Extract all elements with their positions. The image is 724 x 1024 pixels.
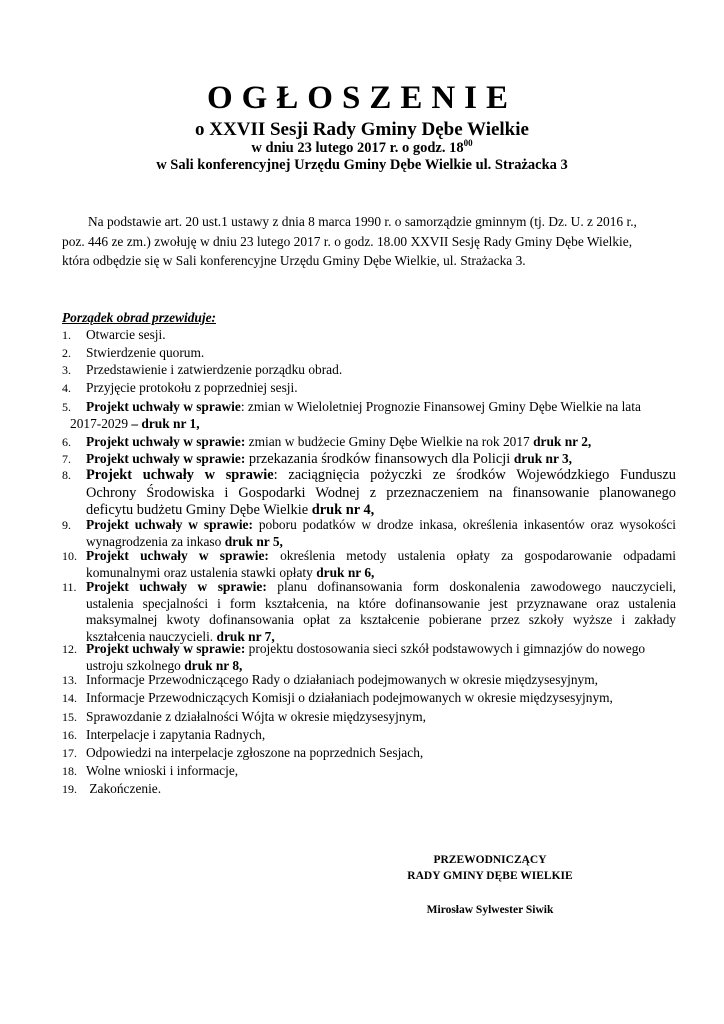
agenda-heading: Porządek obrad przewiduje: [62,310,216,325]
resolution-subject-cont: Ochrony Środowiska i Gospodarki Wodnej z przeznaczeniem na finansowanie planowanego [86,484,676,501]
agenda-item-text: Wolne wnioski i informacje, [86,763,239,778]
signature-name: Mirosław Sylwester Siwik [426,904,554,916]
agenda-item-number: 19. [62,782,77,796]
session-date-minutes: 00 [463,138,473,148]
print-number: druk nr 4, [311,502,375,518]
agenda-item-text [86,548,676,581]
agenda-item-text: Sprawozdanie z działalności Wójta w okresie międzysesyjnym, [86,709,426,724]
agenda-item-number: 4. [62,381,71,395]
agenda-item-text [86,451,676,468]
resolution-label: Projekt uchwały w sprawie: [86,641,246,656]
agenda-item-text [86,579,676,645]
signature-role-line-1: PRZEWODNICZĄCY [433,854,547,866]
resolution-subject: poboru podatków w drodze inkasa, określenia inkasentów oraz wysokości [252,517,676,532]
agenda-item-text: Informacje Przewodniczącego Rady o działaniach podejmowanych w okresie międzysesyjnym, [86,672,599,687]
agenda-item-number: 2. [62,346,71,360]
resolution-subject: projektu dostosowania sieci szkół podstawowych i gimnazjów do nowego [245,641,646,656]
resolution-subject: planu dofinansowania form doskonalenia zawodowego nauczycieli, [266,579,677,594]
intro-paragraph [62,212,672,271]
agenda-item-number: 13. [62,673,77,687]
agenda-item-text [86,434,676,451]
agenda-item-text: Interpelacje i zapytania Radnych, [86,727,266,742]
session-date-text: w dniu 23 lutego 2017 r. o godz. 18 [251,140,464,156]
agenda-item-number: 1. [62,328,71,342]
print-number: druk nr 7, [216,628,275,644]
resolution-label: Projekt uchwały w sprawie: [86,548,269,563]
agenda-item-number: 14. [62,691,77,705]
agenda-item-number: 10. [62,549,77,563]
print-number: – druk nr 1, [131,415,200,431]
session-venue: w Sali konferencyjnej Urzędu Gminy Dębe Wielkie ul. Strażacka 3 [156,157,568,173]
resolution-subject: określenia metody ustalenia opłaty za gospodarowanie odpadami [268,548,676,563]
resolution-subject: przekazania środków finansowych dla Policji [245,451,514,467]
agenda-item-text: Przyjęcie protokołu z poprzedniej sesji. [86,380,298,395]
agenda-item-number: 3. [62,363,71,377]
resolution-subject: : zmian w Wieloletniej Prognozie Finansowej Gminy Dębe Wielkie na lata [240,399,641,414]
agenda-item-text: Stwierdzenie quorum. [86,345,205,360]
agenda-item-number: 12. [62,642,77,656]
print-number: druk nr 6, [316,564,375,580]
print-number: druk nr 8, [184,657,243,673]
print-number: druk nr 2, [533,434,592,449]
agenda-item-number: 17. [62,746,77,760]
intro-line-3: która odbędzie się w Sali konferencyjne Urzędu Gminy Dębe Wielkie, ul. Strażacka 3. [62,253,526,268]
agenda-item-text [70,399,676,432]
agenda-item-number: 18. [62,764,77,778]
agenda-item-number: 7. [62,452,71,466]
resolution-subject: zmian w budżecie Gminy Dębe Wielkie na rok 2017 [245,434,534,449]
agenda-item-number: 9. [62,518,71,532]
resolution-subject-cont: ustalenia specjalności i form kształcenia, na które dofinansowanie jest przyznawane oraz ustalenia [86,595,676,611]
session-subtitle: o XXVII Sesji Rady Gminy Dębe Wielkie [195,119,529,140]
agenda-item-text [86,641,676,674]
agenda-item-text: Odpowiedzi na interpelacje zgłoszone na poprzednich Sesjach, [86,745,424,760]
agenda-item-text: Informacje Przewodniczących Komisji o działaniach podejmowanych w okresie międzysesyjnym, [86,690,613,705]
agenda-item-text: Przedstawienie i zatwierdzenie porządku obrad. [86,362,343,377]
resolution-subject-cont: deficytu budżetu Gminy Dębe Wielkie [86,502,312,518]
agenda-item-number: 16. [62,728,77,742]
resolution-label: Projekt uchwały w sprawie: [86,434,246,449]
resolution-label: Projekt uchwały w sprawie [86,399,241,414]
intro-line-1: Na podstawie art. 20 ust.1 ustawy z dnia 8 marca 1990 r. o samorządzie gminnym (tj. Dz. U. z 2016 r., [88,214,637,229]
resolution-label: Projekt uchwały w sprawie: [86,579,267,594]
agenda-item-number: 8. [62,468,71,482]
resolution-label: Projekt uchwały w sprawie: [86,517,253,532]
resolution-subject-cont: maksymalnej kwoty dofinansowania opłat za kształcenie pobierane przez szkoły wyższe i zakłady [86,612,676,627]
agenda-item-text [86,517,676,550]
agenda-item-text: Zakończenie. [86,781,162,796]
document-title: OGŁOSZENIE [206,80,518,116]
resolution-subject-cont: komunalnymi oraz ustalenia stawki opłaty [86,564,317,580]
signature-role-line-2: RADY GMINY DĘBE WIELKIE [407,870,573,882]
agenda-item-number: 11. [62,580,77,594]
agenda-item-number: 5. [62,400,71,414]
resolution-subject-cont: 2017-2029 [70,415,132,431]
intro-line-2: poz. 446 ze zm.) zwołuję w dniu 23 lutego 2017 r. o godz. 18.00 XXVII Sesję Rady Gminy Dębe Wielkie, [62,233,633,249]
print-number: druk nr 5, [224,533,283,549]
agenda-item-text [86,467,676,520]
resolution-subject-cont: ustroju szkolnego [86,657,185,673]
agenda-item-number: 6. [62,435,71,449]
agenda-item-number: 15. [62,710,77,724]
resolution-subject: : zaciągnięcia pożyczki ze środków Wojewódzkiego Funduszu [273,467,676,483]
resolution-subject-cont: wynagrodzenia za inkaso [86,533,225,549]
resolution-label: Projekt uchwały w sprawie: [86,451,246,466]
resolution-subject-cont: kształcenia nauczycieli. [86,628,217,644]
session-date [0,140,724,157]
resolution-label: Projekt uchwały w sprawie [86,467,274,483]
print-number: druk nr 3, [513,451,573,466]
agenda-item-text: Otwarcie sesji. [86,327,166,342]
